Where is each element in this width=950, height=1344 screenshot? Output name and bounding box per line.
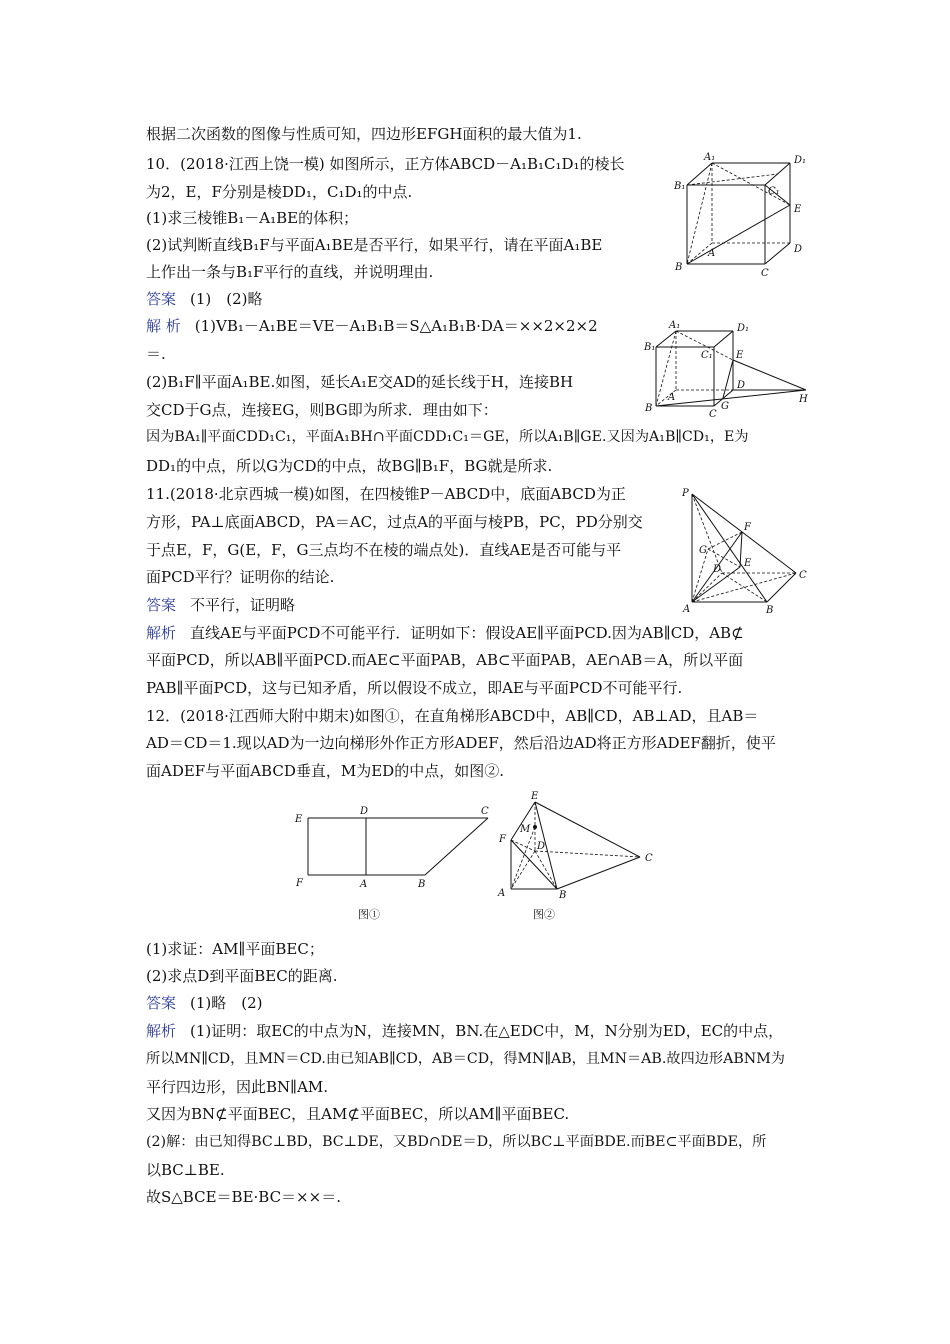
label-B: B xyxy=(645,403,653,414)
label-F: F xyxy=(499,834,506,845)
label-B: B xyxy=(559,890,567,901)
label-C: C xyxy=(761,268,769,279)
label-B: B xyxy=(675,262,683,273)
label-C: C xyxy=(645,853,653,864)
solution-11-line-2: 平面PCD，所以AB∥平面PCD.而AE⊂平面PAB，AB⊂平面PAB，AE∩AB＝A，所以平面 xyxy=(146,651,744,669)
label-C1: C₁ xyxy=(701,350,713,361)
label-F: F xyxy=(744,522,751,533)
problem-12-line-1: 12．(2018·江西师大附中期末)如图①，在直角梯形ABCD中，AB∥CD，AB⊥AD，且AB＝ xyxy=(146,707,759,725)
problem-12-line-2: AD＝CD＝1.现以AD为一边向梯形外作正方形ADEF，然后沿边AD将正方形ADEF翻折，使平 xyxy=(146,734,776,752)
solution-12-line-1 xyxy=(146,1021,783,1041)
solution-label: 解析 xyxy=(146,624,177,642)
label-B1: B₁ xyxy=(674,181,686,192)
problem-11-line-2: 方形，PA⊥底面ABCD，PA＝AC，过点A的平面与棱PB，PC，PD分别交 xyxy=(146,513,643,531)
solution-11-line-3: PAB∥平面PCD，这与已知矛盾，所以假设不成立，即AE与平面PCD不可能平行. xyxy=(146,679,683,697)
answer-label: 答案 xyxy=(146,596,177,614)
label-E: E xyxy=(794,204,802,215)
solution-12-line-5: (2)解：由已知得BC⊥BD，BC⊥DE，又BD∩DE＝D，所以BC⊥平面BDE.而BE⊂平面BDE，所 xyxy=(146,1134,767,1150)
answer-label: 答案 xyxy=(146,994,177,1012)
problem-10-line-3: (1)求三棱锥B₁－A₁BE的体积； xyxy=(146,209,359,227)
problem-10-line-2: 为2，E，F分别是棱DD₁，C₁D₁的中点. xyxy=(146,183,413,201)
solution-label: 解析 xyxy=(146,1022,177,1040)
label-D: D xyxy=(737,380,746,391)
label-G: G xyxy=(721,401,729,412)
solution-12-line-3: 平行四边形，因此BN∥AM. xyxy=(146,1078,329,1096)
label-E: E xyxy=(531,791,539,802)
label-A: A xyxy=(668,392,676,403)
answer-10 xyxy=(146,289,263,309)
cube-figure-1 xyxy=(672,150,812,280)
label-H: H xyxy=(799,394,808,405)
answer-text: (1) (2)略 xyxy=(190,290,263,308)
answer-label: 答案 xyxy=(146,290,177,308)
figure-2-caption: 图② xyxy=(533,908,555,921)
solution-label: 解 析 xyxy=(146,317,181,335)
label-A1: A₁ xyxy=(669,320,681,331)
solution-10-line-1 xyxy=(146,316,598,336)
solution-11-line-1 xyxy=(146,623,744,643)
label-M: M xyxy=(520,824,531,835)
label-D: D xyxy=(713,564,722,575)
problem-11-line-4: 面PCD平行？证明你的结论. xyxy=(146,568,335,586)
solution-10-line-6: DD₁的中点，所以G为CD的中点，故BG∥B₁F，BG就是所求. xyxy=(146,457,553,475)
label-A: A xyxy=(498,888,506,899)
pyramid-figure xyxy=(680,484,812,616)
solution-text: (1)证明：取EC的中点为N，连接MN，BN.在△EDC中，M，N分别为ED，EC的中点， xyxy=(190,1022,784,1040)
label-F: F xyxy=(296,878,303,889)
label-A1: A₁ xyxy=(704,152,716,163)
solution-12-line-7: 故S△BCE＝BE·BC＝××＝. xyxy=(146,1188,341,1206)
label-D: D xyxy=(794,244,803,255)
label-B: B xyxy=(766,605,774,616)
answer-12 xyxy=(146,993,263,1013)
label-E: E xyxy=(744,558,752,569)
solution-12-line-2: 所以MN∥CD，且MN＝CD.由已知AB∥CD，AB＝CD，得MN∥AB，且MN＝AB.故四边形ABNM为 xyxy=(146,1051,785,1067)
solution-12-line-4: 又因为BN⊄平面BEC，且AM⊄平面BEC，所以AM∥平面BEC. xyxy=(146,1105,570,1123)
label-C: C xyxy=(481,806,489,817)
label-C1: C₁ xyxy=(768,186,780,197)
problem-12-line-4: (1)求证：AM∥平面BEC； xyxy=(146,940,324,958)
label-A: A xyxy=(360,879,368,890)
problem-10-line-4: (2)试判断直线B₁F与平面A₁BE是否平行，如果平行，请在平面A₁BE xyxy=(146,236,603,254)
label-C: C xyxy=(709,409,717,420)
answer-text: 不平行，证明略 xyxy=(190,596,296,614)
label-C: C xyxy=(799,570,807,581)
problem-10-line-1: 10．(2018·江西上饶一模) 如图所示，正方体ABCD－A₁B₁C₁D₁的棱长 xyxy=(146,155,625,173)
label-B1: B₁ xyxy=(644,342,656,353)
solution-10-line-4: 交CD于G点，连接EG，则BG即为所求．理由如下： xyxy=(146,401,498,419)
label-A: A xyxy=(683,604,691,615)
cube-figure-2 xyxy=(643,318,813,418)
label-E: E xyxy=(295,814,303,825)
trapezoid-figure xyxy=(293,800,498,926)
solution-text: (1)VB₁－A₁BE＝VE－A₁B₁B＝S△A₁B₁B·DA＝××2×2×2 xyxy=(194,317,598,335)
label-G: G xyxy=(699,545,707,556)
label-D1: D₁ xyxy=(737,323,750,334)
answer-text: (1)略 (2) xyxy=(190,994,263,1012)
solution-10-line-3: (2)B₁F∥平面A₁BE.如图，延长A₁E交AD的延长线于H，连接BH xyxy=(146,373,574,391)
label-P: P xyxy=(682,488,689,499)
label-B: B xyxy=(418,879,426,890)
problem-11-line-1: 11.(2018·北京西城一模)如图，在四棱锥P－ABCD中，底面ABCD为正 xyxy=(146,485,626,503)
problem-12-line-3: 面ADEF与平面ABCD垂直，M为ED的中点，如图②. xyxy=(146,762,504,780)
solution-text: 直线AE与平面PCD不可能平行．证明如下：假设AE∥平面PCD.因为AB∥CD，AB⊄ xyxy=(190,624,744,642)
problem-10-line-5: 上作出一条与B₁F平行的直线，并说明理由. xyxy=(146,263,434,281)
intro-line: 根据二次函数的图像与性质可知，四边形EFGH面积的最大值为1. xyxy=(146,125,582,143)
solution-10-line-2: ＝. xyxy=(146,345,166,363)
label-D: D xyxy=(360,806,369,817)
label-A: A xyxy=(708,248,716,259)
label-D1: D₁ xyxy=(794,155,807,166)
solution-10-line-5: 因为BA₁∥平面CDD₁C₁，平面A₁BH∩平面CDD₁C₁＝GE，所以A₁B∥GE.又因为A₁B∥CD₁，E为 xyxy=(146,429,749,445)
solution-12-line-6: 以BC⊥BE. xyxy=(146,1161,225,1179)
label-D: D xyxy=(537,841,546,852)
problem-12-line-5: (2)求点D到平面BEC的距离. xyxy=(146,967,338,985)
problem-11-line-3: 于点E，F，G(E，F，G三点均不在棱的端点处)．直线AE是否可能与平 xyxy=(146,541,622,559)
folded-figure xyxy=(495,788,660,926)
answer-11 xyxy=(146,595,295,615)
label-E: E xyxy=(736,350,744,361)
figure-1-caption: 图① xyxy=(358,908,380,921)
